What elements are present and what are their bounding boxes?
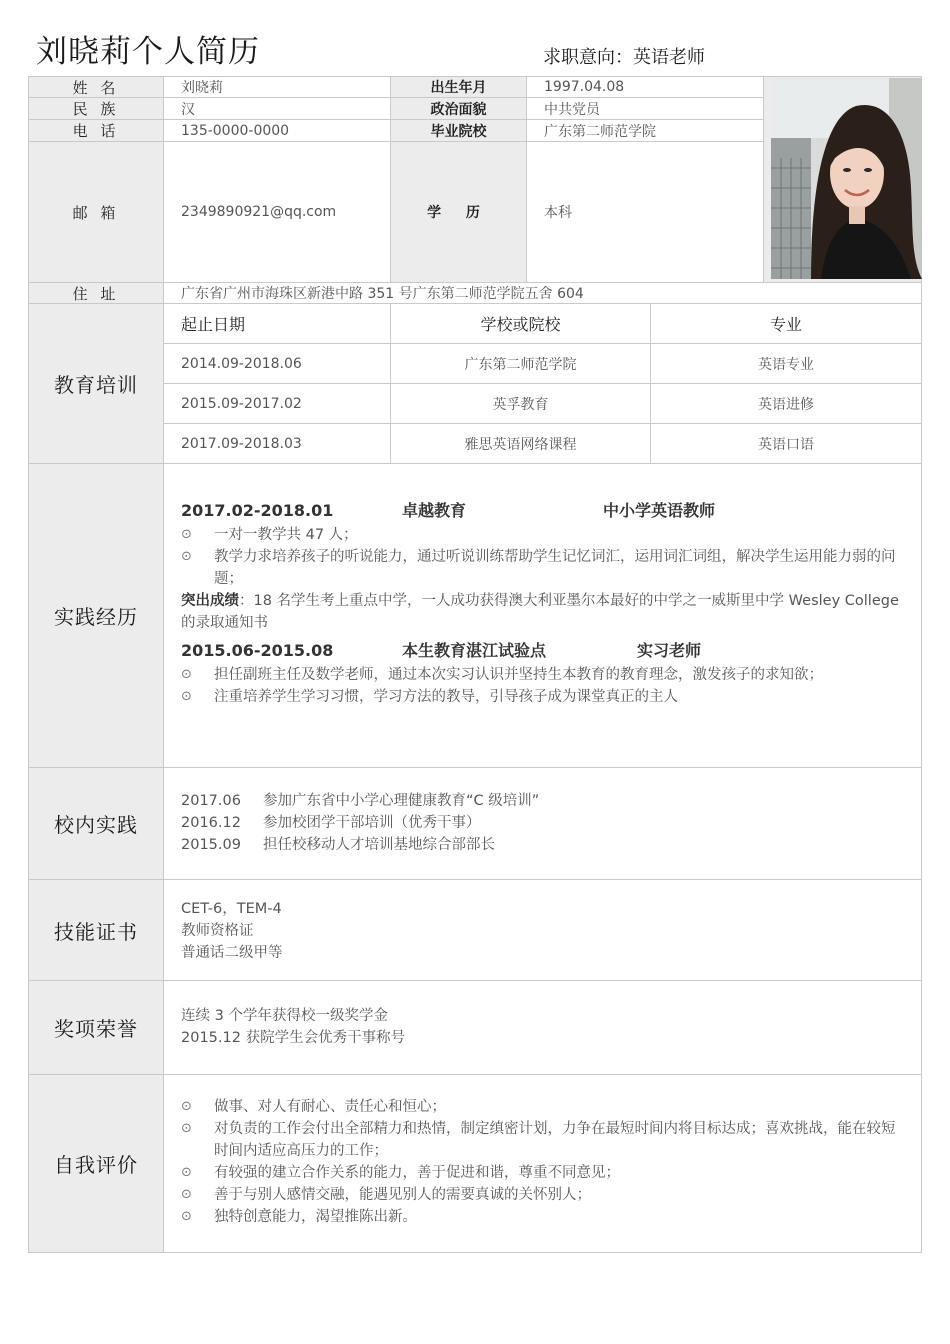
list-item: 教师资格证 [181,923,254,939]
edu-row-major: 英语进修 [651,384,921,424]
list-item: ⊙ 担任副班主任及数学老师，通过本次实习认识并坚持生本教育的教育理念，激发孩子的求知欲； [181,664,906,686]
edu-row-school: 雅思英语网络课程 [391,424,651,463]
skills-content [181,898,906,964]
bullet-icon: ⊙ [181,549,192,564]
job-org: 卓越教育 [402,501,467,520]
school-label: 毕业院校 [390,119,527,142]
list-item: 普通话二级甲等 [181,945,283,961]
edu-row-date: 2017.09-2018.03 [164,424,391,463]
education-section-label: 教育培训 [28,303,164,464]
job-role: 中小学英语教师 [603,501,716,520]
name-label: 姓 名 [28,76,164,98]
edu-row-major: 英语专业 [651,344,921,384]
phone-label: 电 话 [28,119,164,142]
job-result: 突出成绩：18 名学生考上重点中学，一人成功获得澳大利亚墨尔本最好的中学之一威斯里中学 Wesley College 的录取通知书 [181,593,899,631]
list-item: ⊙ 有较强的建立合作关系的能力，善于促进和谐，尊重不同意见； [181,1162,906,1184]
degree-value: 本科 [526,141,764,283]
list-item: 连续 3 个学年获得校一级奖学金 [181,1008,388,1024]
email-label: 邮 箱 [28,141,164,283]
edu-row-major: 英语口语 [758,436,814,453]
political-value: 中共党员 [526,97,764,120]
job-role: 实习老师 [637,641,702,660]
edu-row-date: 2015.09-2017.02 [164,384,391,424]
list-item: 2015.09 担任校移动人才培训基地综合部部长 [181,837,495,853]
bullet-icon: ⊙ [181,1209,192,1224]
self-section-label: 自我评价 [28,1074,164,1253]
awards-section-label: 奖项荣誉 [28,980,164,1075]
edu-header-school: 学校或院校 [391,304,651,344]
list-item: ⊙ 对负责的工作会付出全部精力和热情，制定缜密计划，力争在最短时间内将目标达成；喜欢挑战，能在较短时间内适应高压力的工作； [181,1118,906,1162]
birth-label: 出生年月 [390,76,527,98]
list-item: ⊙ 教学力求培养孩子的听说能力，通过听说训练帮助学生记忆词汇，运用词汇词组，解决学生运用能力弱的问题； [181,546,906,590]
campus-content [181,790,906,856]
list-item: ⊙ 善于与别人感情交融，能遇见别人的需要真诚的关怀别人； [181,1184,906,1206]
email-value: 2349890921@qq.com [163,141,391,283]
bullet-icon: ⊙ [181,1099,192,1114]
address-label: 住 址 [28,282,164,304]
bullet-icon: ⊙ [181,527,192,542]
political-label: 政治面貌 [390,97,527,120]
practice-content [181,500,906,708]
list-item: 2016.12 参加校团学干部培训（优秀干事） [181,815,481,831]
job-header [181,640,906,664]
job-period: 2017.02-2018.01 [181,501,334,520]
list-item: ⊙ 独特创意能力，渴望推陈出新。 [181,1206,906,1228]
edu-header-date: 起止日期 [164,304,391,344]
practice-section-label: 实践经历 [28,463,164,768]
address-value: 广东省广州市海珠区新港中路 351 号广东第二师范学院五舍 604 [163,282,922,304]
list-item: 2015.12 获院学生会优秀干事称号 [181,1030,406,1046]
self-content [181,1096,906,1228]
job-intent: 求职意向：英语老师 [543,47,705,68]
name-value: 刘晓莉 [163,76,391,98]
edu-row-date: 2014.09-2018.06 [164,344,391,384]
job-header [181,500,906,524]
list-item: ⊙ 注重培养学生学习习惯，学习方法的教导，引导孩子成为课堂真正的主人 [181,686,906,708]
bullet-icon: ⊙ [181,689,192,704]
edu-header-major: 专业 [651,304,921,344]
bullet-icon: ⊙ [181,1121,192,1136]
edu-row-school: 广东第二师范学院 [391,344,651,384]
list-item: CET-6，TEM-4 [181,901,282,917]
profile-photo [771,78,922,279]
campus-section-label: 校内实践 [28,767,164,880]
bullet-icon: ⊙ [181,1187,192,1202]
birth-value: 1997.04.08 [526,76,764,98]
job-period: 2015.06-2015.08 [181,641,334,660]
bullet-icon: ⊙ [181,1165,192,1180]
degree-label: 学 历 [390,141,527,283]
skills-section-label: 技能证书 [28,879,164,981]
bullet-icon: ⊙ [181,667,192,682]
ethnic-label: 民 族 [28,97,164,120]
school-value: 广东第二师范学院 [526,119,764,142]
phone-value: 135-0000-0000 [163,119,391,142]
resume-title: 刘晓莉个人简历 [36,34,260,70]
edu-row-school: 英孚教育 [391,384,651,424]
list-item: 2017.06 参加广东省中小学心理健康教育“C 级培训” [181,793,540,809]
list-item: ⊙ 一对一教学共 47 人； [181,524,906,546]
awards-content [181,1005,906,1049]
job-org: 本生教育湛江试验点 [402,641,547,660]
list-item: ⊙ 做事、对人有耐心、责任心和恒心； [181,1096,906,1118]
ethnic-value: 汉 [163,97,391,120]
